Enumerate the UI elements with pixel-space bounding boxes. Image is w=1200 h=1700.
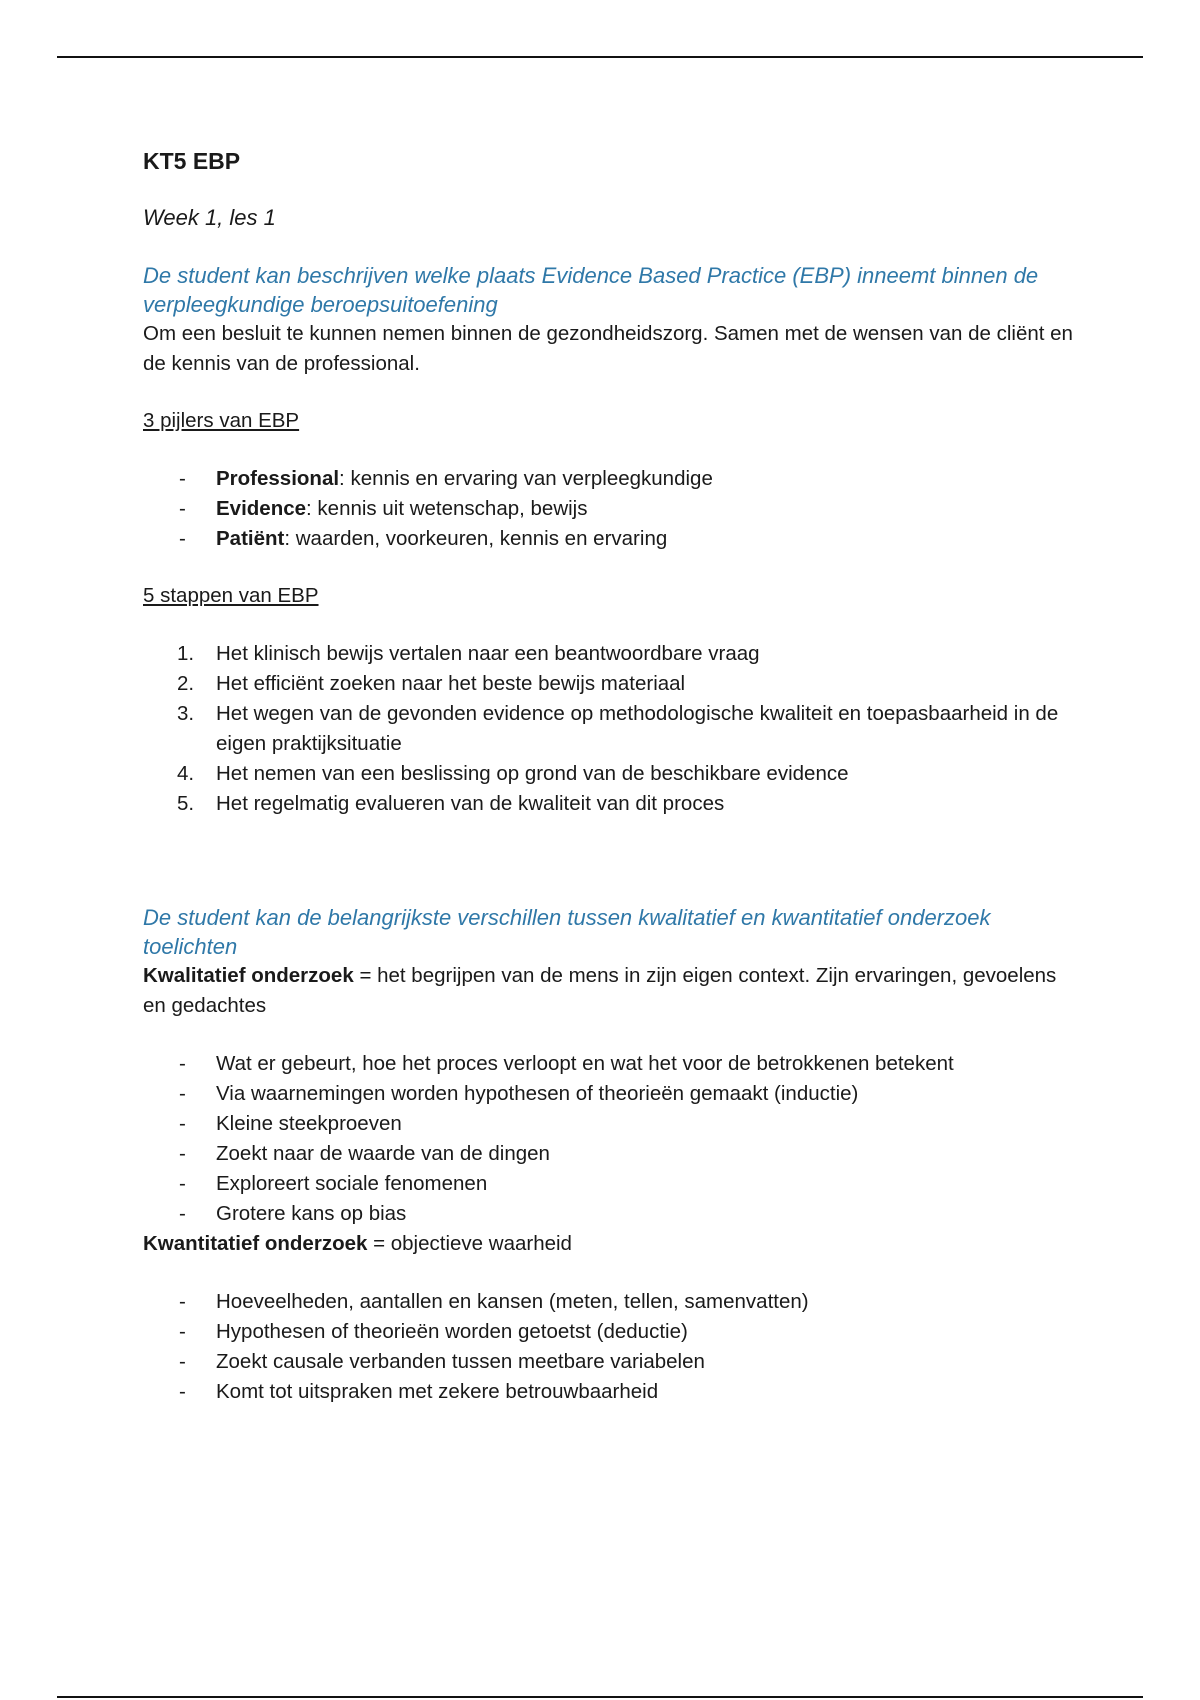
dash-marker: -	[179, 1290, 186, 1313]
pillar-term: Patiënt	[216, 527, 285, 550]
list-item	[143, 1169, 1073, 1199]
top-rule	[57, 56, 1143, 58]
list-item	[143, 494, 1073, 524]
step-text: Het klinisch bewijs vertalen naar een beantwoordbare vraag	[216, 642, 760, 665]
step-number: 2.	[177, 672, 195, 695]
dash-marker: -	[179, 1142, 186, 1165]
pillar-term: Professional	[216, 467, 340, 490]
steps-section	[143, 554, 1073, 819]
list-item-text: Exploreert sociale fenomenen	[216, 1172, 488, 1195]
dash-marker: -	[179, 527, 186, 550]
step-number: 1.	[177, 642, 195, 665]
steps-list	[143, 639, 1073, 819]
dash-marker: -	[179, 1320, 186, 1343]
quantitative-section	[143, 1229, 1073, 1407]
step-text: Het regelmatig evalueren van de kwaliteit van dit proces	[216, 792, 725, 815]
qualitative-term: Kwalitatief onderzoek	[143, 964, 354, 987]
pillar-text: : kennis uit wetenschap, bewijs	[306, 497, 588, 520]
list-item-text: Via waarnemingen worden hypothesen of theorieën gemaakt (inductie)	[216, 1082, 859, 1105]
list-item-text: Hypothesen of theorieën worden getoetst (deductie)	[216, 1320, 688, 1343]
quantitative-definition	[143, 1229, 1073, 1259]
step-number: 3.	[177, 702, 195, 725]
pillar-term: Evidence	[216, 497, 307, 520]
qualitative-definition-text: = het begrijpen van de mens in zijn eigen context. Zijn ervaringen, gevoelens en gedachtes	[143, 964, 1057, 1017]
list-item-text: Grotere kans op bias	[216, 1202, 407, 1225]
dash-marker: -	[179, 467, 186, 490]
document-title: KT5 EBP	[143, 148, 241, 174]
step-text: Het efficiënt zoeken naar het beste bewijs materiaal	[216, 672, 686, 695]
dash-marker: -	[179, 1380, 186, 1403]
learning-objective-1: De student kan beschrijven welke plaats Evidence Based Practice (EBP) inneemt binnen de verpleegkundige beroepsuitoefening	[143, 263, 1039, 317]
list-item-text: Komt tot uitspraken met zekere betrouwbaarheid	[216, 1380, 659, 1403]
dash-marker: -	[179, 1172, 186, 1195]
step-text: Het nemen van een beslissing op grond van de beschikbare evidence	[216, 762, 849, 785]
pillar-text: : kennis en ervaring van verpleegkundige	[339, 467, 713, 490]
pillars-heading: 3 pijlers van EBP	[143, 409, 300, 432]
dash-marker: -	[179, 1202, 186, 1225]
pillar-text: : waarden, voorkeuren, kennis en ervaring	[284, 527, 668, 550]
qualitative-section	[143, 961, 1073, 1229]
pillars-section	[143, 379, 1073, 554]
step-number: 5.	[177, 792, 195, 815]
list-item	[143, 1347, 1073, 1377]
list-item	[143, 639, 1073, 669]
dash-marker: -	[179, 1350, 186, 1373]
qualitative-definition	[143, 961, 1073, 1021]
pillars-list	[143, 464, 1073, 554]
list-item	[143, 464, 1073, 494]
list-item	[143, 669, 1073, 699]
list-item	[143, 759, 1073, 789]
list-item	[143, 1079, 1073, 1109]
step-text: Het wegen van de gevonden evidence op methodologische kwaliteit en toepasbaarheid in de eigen praktijksituatie	[216, 702, 1059, 755]
dash-marker: -	[179, 497, 186, 520]
steps-heading: 5 stappen van EBP	[143, 584, 319, 607]
list-item	[143, 699, 1073, 759]
step-number: 4.	[177, 762, 195, 785]
list-item	[143, 1377, 1073, 1407]
qualitative-list	[143, 1049, 1073, 1229]
quantitative-definition-text: = objectieve waarheid	[367, 1232, 572, 1255]
dash-marker: -	[179, 1082, 186, 1105]
list-item	[143, 1287, 1073, 1317]
document-page	[143, 145, 1073, 1407]
list-item	[143, 1049, 1073, 1079]
learning-objective-2: De student kan de belangrijkste verschillen tussen kwalitatief en kwantitatief onderzoek toelichten	[143, 905, 991, 959]
list-item-text: Wat er gebeurt, hoe het proces verloopt en wat het voor de betrokkenen betekent	[216, 1052, 954, 1075]
week-label: Week 1, les 1	[143, 205, 276, 230]
quantitative-list	[143, 1287, 1073, 1407]
list-item-text: Zoekt naar de waarde van de dingen	[216, 1142, 550, 1165]
list-item	[143, 1139, 1073, 1169]
list-item-text: Hoeveelheden, aantallen en kansen (meten, tellen, samenvatten)	[216, 1290, 809, 1313]
list-item	[143, 789, 1073, 819]
list-item	[143, 1199, 1073, 1229]
intro-paragraph: Om een besluit te kunnen nemen binnen de gezondheidszorg. Samen met de wensen van de cliënt en de kennis van de professional.	[143, 322, 1073, 375]
list-item	[143, 1317, 1073, 1347]
list-item	[143, 1109, 1073, 1139]
quantitative-term: Kwantitatief onderzoek	[143, 1232, 368, 1255]
dash-marker: -	[179, 1052, 186, 1075]
list-item-text: Kleine steekproeven	[216, 1112, 402, 1135]
list-item	[143, 524, 1073, 554]
bottom-rule	[57, 1696, 1143, 1698]
dash-marker: -	[179, 1112, 186, 1135]
list-item-text: Zoekt causale verbanden tussen meetbare variabelen	[216, 1350, 705, 1373]
